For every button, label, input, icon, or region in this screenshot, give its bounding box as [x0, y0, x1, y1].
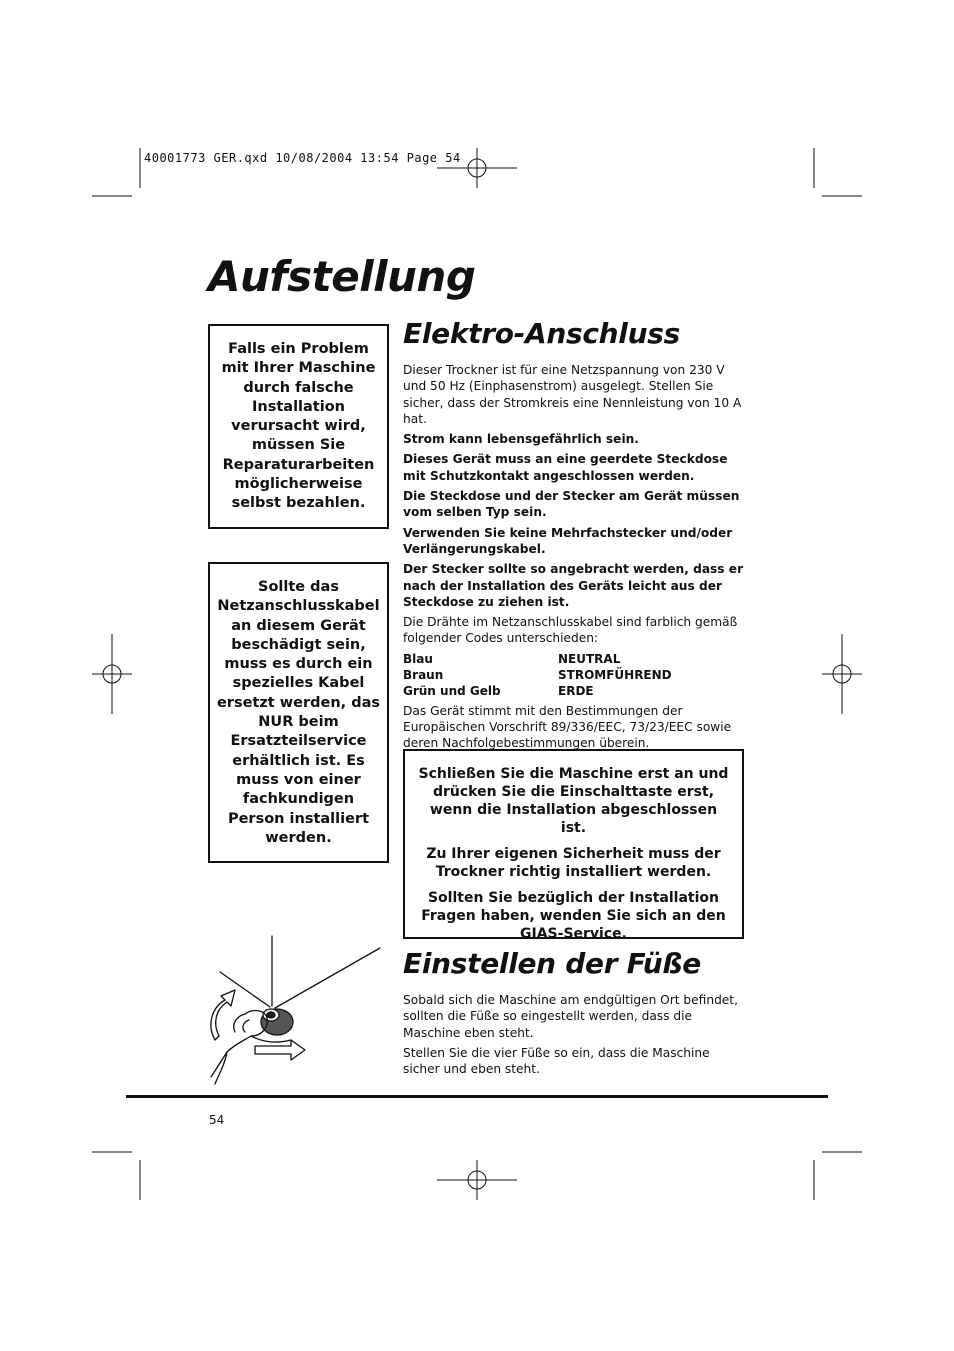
feet-paragraph: Sobald sich die Maschine am endgültigen Ort befindet, sollten die Füße so eingestellt werden, dass die Maschine eben steht. — [403, 993, 738, 1040]
box-line: an diesem Gerät — [231, 617, 366, 634]
box-line: erhältlich ist. Es — [232, 752, 365, 769]
feet-paragraph: Stellen Sie die vier Füße so ein, dass die Maschine sicher und eben steht. — [403, 1045, 710, 1077]
box-line: Reparaturarbeiten — [222, 456, 375, 473]
wire-meaning: ERDE — [558, 683, 594, 698]
feet-section-heading: Einstellen der Füße — [403, 947, 701, 980]
wire-row — [403, 651, 745, 667]
box-line: Installation — [252, 398, 345, 415]
wire-intro: Die Drähte im Netzanschlusskabel sind farblich gemäß folgender Codes unterschieden: — [403, 615, 738, 646]
cable-warning-box — [208, 562, 389, 863]
print-slug: 40001773 GER.qxd 10/08/2004 13:54 Page 54 — [144, 151, 461, 165]
box-line: spezielles Kabel — [232, 675, 365, 692]
safety-point: Der Stecker sollte so angebracht werden, dass er nach der Installation des Geräts leicht aus der Steckdose zu ziehen ist. — [403, 562, 744, 609]
box-line: muss von einer — [236, 771, 361, 788]
box-line: selbst bezahlen. — [231, 495, 366, 512]
box-line: müssen Sie — [251, 437, 346, 454]
wire-meaning: STROMFÜHREND — [558, 667, 672, 682]
box-line: beschädigt sein, — [231, 636, 366, 653]
safety-point: Dieses Gerät muss an eine geerdete Steckdose mit Schutzkontakt angeschlossen werden. — [403, 452, 728, 483]
box-line: Falls ein Problem — [228, 341, 369, 357]
safety-point: Verwenden Sie keine Mehrfachstecker und/oder Verlängerungskabel. — [403, 525, 733, 556]
intro-paragraph: Dieser Trockner ist für eine Netzspannung von 230 V und 50 Hz (Einphasenstrom) ausgelegt. Stellen Sie sicher, dass der Stromkreis eine Nennleistung von 10 A hat. — [403, 363, 742, 426]
wire-color: Braun — [403, 667, 444, 682]
electric-section-body — [403, 362, 745, 756]
box-line: verursacht wird, — [231, 418, 366, 435]
wire-row — [403, 683, 745, 699]
wire-meaning: NEUTRAL — [558, 651, 621, 666]
box-line: Netzanschlusskabel — [217, 598, 380, 615]
wire-row — [403, 667, 745, 683]
safety-point: Strom kann lebensgefährlich sein. — [403, 432, 639, 447]
foot-adjustment-illustration — [205, 932, 385, 1087]
warning-paragraph: Sollten Sie bezüglich der Installation Fragen haben, wenden Sie sich an den GIAS-Service. — [421, 890, 726, 942]
box-line: fachkundigen — [242, 791, 355, 808]
warning-paragraph: Zu Ihrer eigenen Sicherheit muss der Trockner richtig installiert werden. — [426, 846, 721, 880]
electric-section-heading: Elektro-Anschluss — [403, 317, 680, 350]
warning-paragraph: Schließen Sie die Maschine erst an und drücken Sie die Einschalttaste erst, wenn die Installation abgeschlossen ist. — [418, 766, 729, 836]
box-line: werden. — [265, 829, 332, 846]
footer-rule — [126, 1095, 828, 1098]
box-line: möglicherweise — [234, 476, 363, 493]
box-line: Person installiert — [227, 810, 370, 827]
installation-warning-box — [403, 749, 744, 942]
box-line: NUR beim — [258, 714, 339, 731]
wire-color-table — [403, 651, 745, 699]
box-line: durch falsche — [243, 379, 354, 396]
page-title: Aufstellung — [208, 252, 476, 301]
cost-warning-box — [208, 324, 389, 529]
box-line: Ersatzteilservice — [230, 733, 367, 750]
wire-color: Grün und Gelb — [403, 683, 501, 698]
compliance-paragraph: Das Gerät stimmt mit den Bestimmungen der Europäischen Vorschrift 89/336/EEC, 73/23/EEC sowie deren Nachfolgebestimmungen überein. — [403, 703, 732, 751]
box-line: ersetzt werden, das — [216, 694, 381, 711]
safety-point: Die Steckdose und der Stecker am Gerät müssen vom selben Typ sein. — [403, 489, 740, 520]
box-line: Sollte das — [258, 579, 339, 595]
feet-section-body — [403, 992, 748, 1081]
box-line: mit Ihrer Maschine — [221, 360, 376, 377]
box-line: muss es durch ein — [224, 656, 373, 673]
wire-color: Blau — [403, 651, 433, 666]
page-number: 54 — [209, 1113, 225, 1127]
